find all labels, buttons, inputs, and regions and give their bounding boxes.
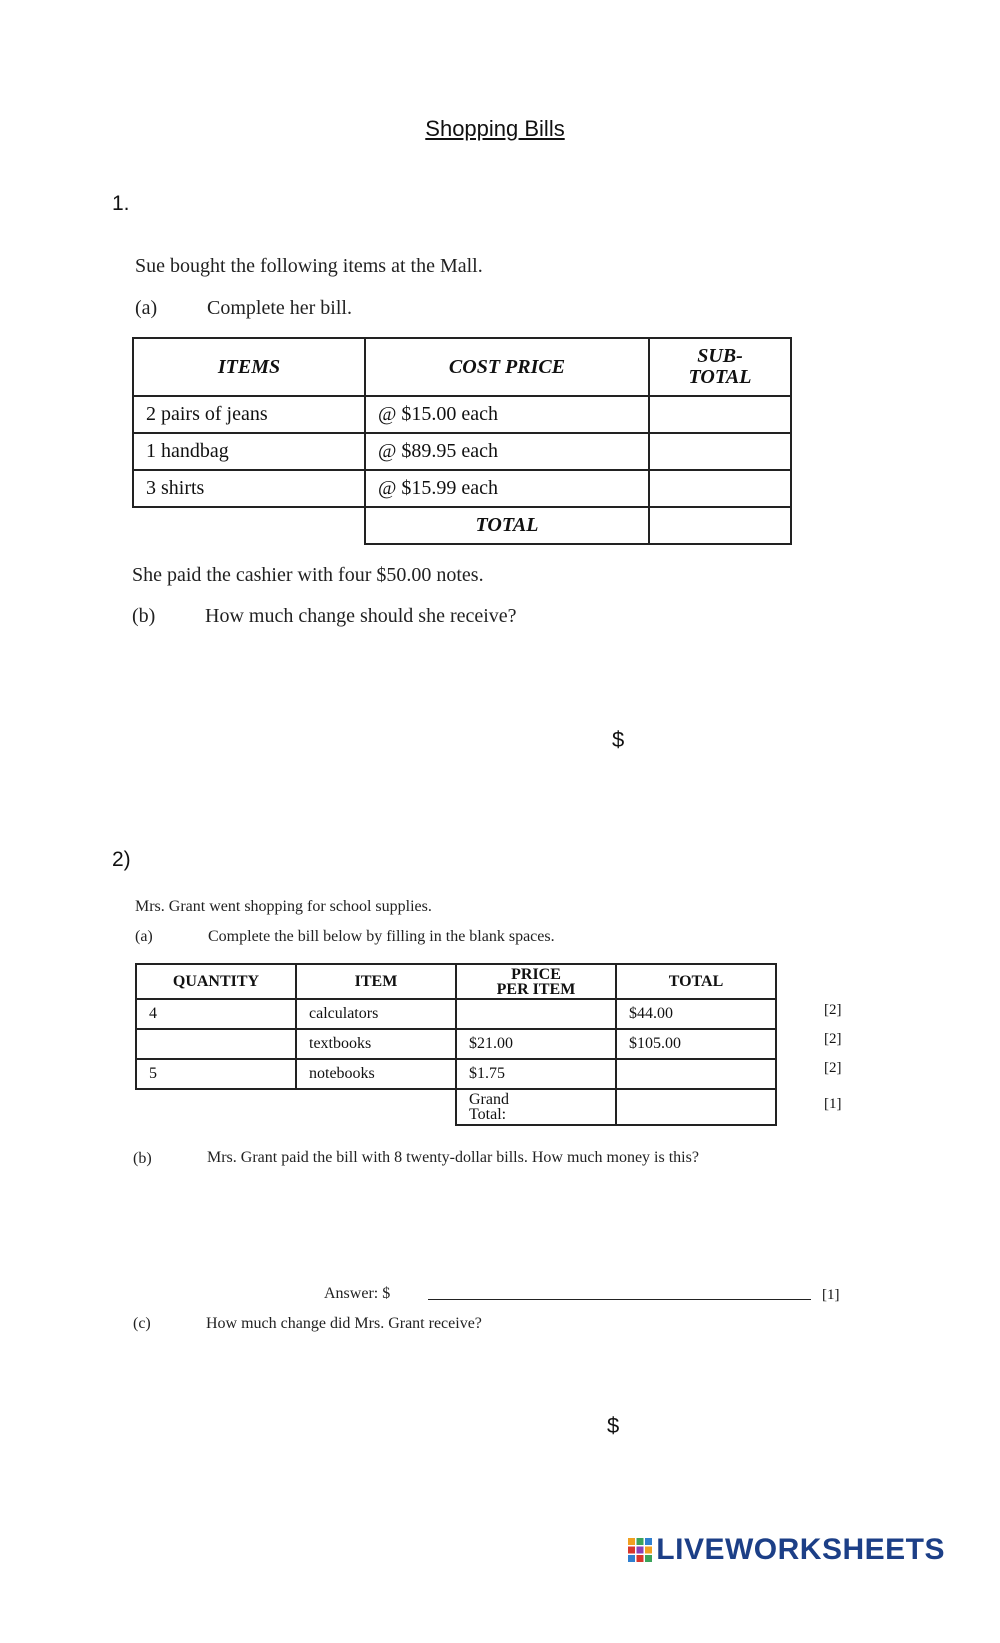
q1-empty-cell: [133, 507, 365, 544]
q2-total-input[interactable]: [616, 1059, 776, 1089]
q1-part-b-text: How much change should she receive?: [205, 605, 517, 627]
q2-part-a-text: Complete the bill below by filling in the blank spaces.: [208, 928, 555, 945]
q1-total-label: TOTAL: [365, 507, 649, 544]
q2-change-input[interactable]: [630, 1411, 830, 1441]
q2-header-total: TOTAL: [616, 964, 776, 999]
q1-total-input[interactable]: [649, 507, 791, 544]
q2-mark-row1: [2]: [824, 1002, 842, 1018]
q2-mark-row2: [2]: [824, 1031, 842, 1047]
q2-price-cell: $1.75: [456, 1059, 616, 1089]
q1-answer-input[interactable]: [634, 725, 834, 755]
table-row: [136, 999, 776, 1029]
q2-answer-line[interactable]: [428, 1298, 811, 1300]
q1-paid-text: She paid the cashier with four $50.00 notes.: [132, 564, 484, 586]
q2-empty-cell: [136, 1089, 296, 1125]
q2-empty-cell: [296, 1089, 456, 1125]
q2-part-b-text: Mrs. Grant paid the bill with 8 twenty-dollar bills. How much money is this?: [207, 1149, 699, 1166]
q1-part-a-text: Complete her bill.: [207, 297, 352, 319]
q2-part-c-text: How much change did Mrs. Grant receive?: [206, 1315, 482, 1332]
q1-cost-cell: @ $89.95 each: [365, 433, 649, 470]
q1-intro: Sue bought the following items at the Mall.: [135, 255, 483, 277]
table-row: [133, 433, 791, 470]
q1-header-subtotal: SUB- TOTAL: [649, 338, 791, 396]
q2-header-price: PRICE PER ITEM: [456, 964, 616, 999]
page-title: Shopping Bills: [425, 116, 565, 141]
q1-bill-table: [132, 337, 792, 545]
table-row: [133, 470, 791, 507]
q1-subtotal-input[interactable]: [649, 470, 791, 507]
q1-cost-cell: @ $15.99 each: [365, 470, 649, 507]
q1-subtotal-input[interactable]: [649, 433, 791, 470]
q2-item-cell: calculators: [296, 999, 456, 1029]
q2-total-cell: $105.00: [616, 1029, 776, 1059]
q2-intro: Mrs. Grant went shopping for school supplies.: [135, 898, 432, 915]
table-row: [136, 1029, 776, 1059]
q2-answer-label: Answer: $: [324, 1285, 391, 1302]
liveworksheets-brand-text: LIVEWORKSHEETS: [656, 1533, 945, 1566]
q2-grand-total-label: Grand Total:: [456, 1089, 616, 1125]
q1-part-b-label: (b): [132, 605, 156, 627]
q2-part-a-label: (a): [135, 928, 153, 945]
q2-mark-row3: [2]: [824, 1060, 842, 1076]
q2-answer-mark: [1]: [822, 1287, 840, 1303]
table-row: [133, 396, 791, 433]
q1-header-items: ITEMS: [133, 338, 365, 396]
q2-header-item: ITEM: [296, 964, 456, 999]
q2-header-quantity: QUANTITY: [136, 964, 296, 999]
q1-answer-dollar: $: [612, 727, 625, 752]
q2-mark-grand-total: [1]: [824, 1096, 842, 1112]
q2-total-cell: $44.00: [616, 999, 776, 1029]
q2-part-c-label: (c): [133, 1315, 151, 1332]
q2-qty-cell: 5: [136, 1059, 296, 1089]
q2-price-cell: $21.00: [456, 1029, 616, 1059]
liveworksheets-logo: [628, 1533, 945, 1567]
q1-header-cost: COST PRICE: [365, 338, 649, 396]
q2-item-cell: notebooks: [296, 1059, 456, 1089]
question-2-number: 2): [112, 848, 131, 871]
q1-part-a-label: (a): [135, 297, 158, 319]
q1-cost-cell: @ $15.00 each: [365, 396, 649, 433]
q2-qty-input[interactable]: [136, 1029, 296, 1059]
liveworksheets-logo-icon: [628, 1538, 652, 1562]
q2-qty-cell: 4: [136, 999, 296, 1029]
question-1-number: 1.: [112, 192, 130, 215]
q1-item-cell: 1 handbag: [133, 433, 365, 470]
q1-item-cell: 2 pairs of jeans: [133, 396, 365, 433]
q2-item-cell: textbooks: [296, 1029, 456, 1059]
table-row: [136, 1059, 776, 1089]
q1-subtotal-input[interactable]: [649, 396, 791, 433]
q2-answer-dollar: $: [607, 1413, 620, 1438]
q2-part-b-label: (b): [133, 1150, 152, 1167]
q2-price-input[interactable]: [456, 999, 616, 1029]
q1-item-cell: 3 shirts: [133, 470, 365, 507]
q2-bill-table: [135, 963, 777, 1126]
q2-grand-total-input[interactable]: [616, 1089, 776, 1125]
